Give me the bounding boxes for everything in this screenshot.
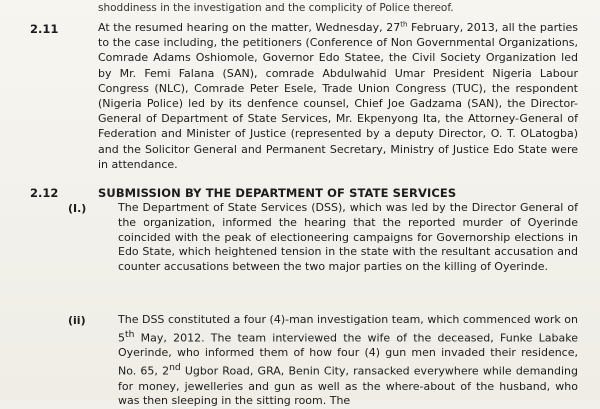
item-label-ii: (ii) xyxy=(68,314,86,327)
item-text-i: The Department of State Services (DSS), which was led by the Director General of the organization, informed the hearing that the reported murder of Oyerinde coincided with the peak of electioneering campaigns for Governorship elections in Edo State, which heightened tension in the state with the resultant accusation and counter accusations between the two major parties on the killing of Oyerinde. xyxy=(118,201,578,274)
section-number-2-11: 2.11 xyxy=(30,22,59,36)
item-label-i: (I.) xyxy=(68,202,87,215)
paragraph-2-11: At the resumed hearing on the matter, Wednesday, 27th February, 2013, all the parties to the case including, the petitioners (Conference of Non Governmental Organizations, Comrade Adams Oshiomole, Governor Edo Statee, the Civil Society Organization led by Mr. Femi Falana (SAN), comrade Abdulwahid Umar President Nigeria Labour Congress (NLC), Comrade Peter Esele, Trade Union Congress (TUC), the respondent (Nigeria Police) led by its denfence counsel, Chief Joe Gadzama (SAN), the Director-General of Department of State Services, Mr. Ekpenyong Ita, the Attorney-General of Federation and Minister of Justice (represented by a deputy Director, O. T. OLatogba) and the Solicitor General and Permanent Secretary, Ministry of Justice Edo State were in attendance. xyxy=(98,20,579,171)
top-cut-line: shoddiness in the investigation and the complicity of Police thereof. xyxy=(98,2,454,14)
section-number-2-12: 2.12 xyxy=(30,186,59,200)
section-heading-2-12: SUBMISSION BY THE DEPARTMENT OF STATE SERVICES xyxy=(98,186,457,200)
item-text-ii: The DSS constituted a four (4)-man investigation team, which commenced work on 5th May, 2012. The team interviewed the wife of the deceased, Funke Labake Oyerinde, who informed them of how four (4) gun men invaded their residence, No. 65, 2nd Ugbor Road, GRA, Benin City, ransacked everywhere while demanding for money, jewelleries and gun as well as the where-about of the husband, who was then sleeping in the sitting room. The xyxy=(118,313,578,408)
